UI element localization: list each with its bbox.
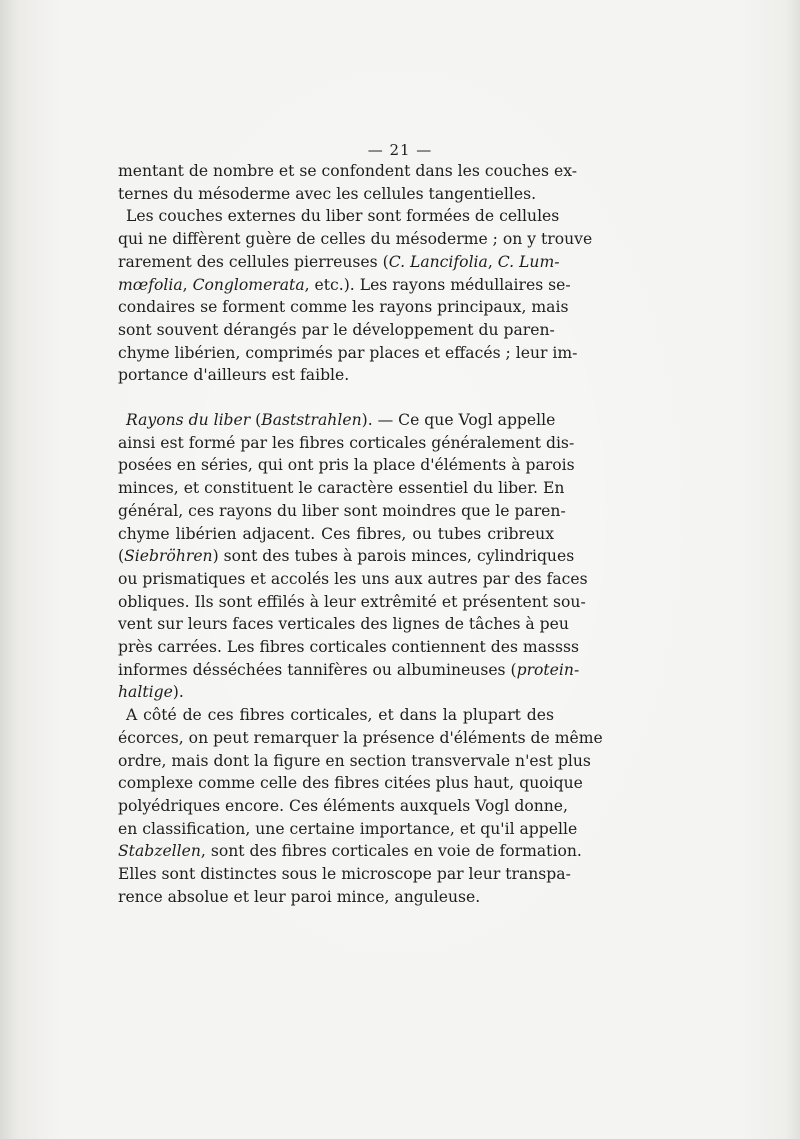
italic-term: Baststrahlen bbox=[261, 411, 362, 430]
text-line: ou prismatiques et accolés les uns aux autres par des faces bbox=[118, 569, 588, 588]
text-line: ainsi est formé par les fibres corticales généralement dis- bbox=[118, 433, 575, 452]
text-line: A côté de ces fibres corticales, et dans la plupart des bbox=[126, 706, 554, 725]
paragraph-3 bbox=[118, 409, 588, 704]
text-line: obliques. Ils sont effilés à leur extrêmité et présentent sou- bbox=[118, 592, 586, 611]
italic-term: C. Lancifolia bbox=[388, 252, 488, 271]
text-line: ordre, mais dont la figure en section transvervale n'est plus bbox=[118, 751, 591, 770]
text-line: portance d'ailleurs est faible. bbox=[118, 366, 350, 385]
italic-term: C. Lum- bbox=[497, 252, 560, 271]
text-line: Les couches externes du liber sont formées de cellules bbox=[126, 207, 560, 226]
text-line: haltige). bbox=[118, 683, 184, 702]
italic-term: Siebröhren bbox=[124, 547, 213, 566]
italic-term: Conglomerata bbox=[192, 275, 305, 294]
text-line: près carrées. Les fibres corticales contiennent des massss bbox=[118, 638, 580, 657]
paragraph-2 bbox=[118, 205, 593, 387]
text-line: condaires se forment comme les rayons principaux, mais bbox=[118, 298, 569, 317]
text-line: rence absolue et leur paroi mince, anguleuse. bbox=[118, 887, 481, 906]
text-line: chyme libérien, comprimés par places et effacés ; leur im- bbox=[118, 343, 578, 362]
text-line: Stabzellen, sont des fibres corticales en voie de formation. bbox=[118, 842, 582, 861]
text-line: complexe comme celle des fibres citées plus haut, quoique bbox=[118, 774, 583, 793]
text-line: posées en séries, qui ont pris la place d'éléments à parois bbox=[118, 456, 575, 475]
italic-term: haltige bbox=[118, 683, 173, 702]
text-line: (Siebröhren) sont des tubes à parois minces, cylindriques bbox=[118, 547, 575, 566]
text-line: ternes du mésoderme avec les cellules tangentielles. bbox=[118, 184, 537, 203]
text-line: en classification, une certaine importance, et qu'il appelle bbox=[118, 819, 578, 838]
text-line: mentant de nombre et se confondent dans les couches ex- bbox=[118, 162, 577, 180]
body-text bbox=[118, 160, 603, 909]
text-line: Elles sont distinctes sous le microscope par leur transpa- bbox=[118, 865, 571, 884]
paragraph-4 bbox=[118, 704, 603, 908]
text-line: polyédriques encore. Ces éléments auxquels Vogl donne, bbox=[118, 796, 568, 815]
text-line: général, ces rayons du liber sont moindres que le paren- bbox=[118, 501, 566, 520]
italic-term: Rayons du liber bbox=[126, 411, 251, 430]
paragraph-1 bbox=[118, 160, 577, 205]
italic-term: Stabzellen bbox=[118, 842, 201, 861]
page-number: — 21 — bbox=[367, 141, 433, 159]
text-line: informes désséchées tannifères ou albumineuses (protein- bbox=[118, 660, 580, 679]
text-line: mœfolia, Conglomerata, etc.). Les rayons médullaires se- bbox=[118, 275, 571, 294]
text-line: Rayons du liber (Baststrahlen). — Ce que Vogl appelle bbox=[126, 411, 556, 430]
italic-term: mœfolia bbox=[118, 275, 183, 294]
text-line: sont souvent dérangés par le développement du paren- bbox=[118, 320, 555, 339]
text-line: minces, et constituent le caractère essentiel du liber. En bbox=[118, 479, 565, 498]
italic-term: protein- bbox=[516, 660, 580, 679]
text-line: chyme libérien adjacent. Ces fibres, ou tubes cribreux bbox=[118, 524, 554, 543]
text-line: vent sur leurs faces verticales des lignes de tâches à peu bbox=[118, 615, 569, 634]
text-line: écorces, on peut remarquer la présence d'éléments de même bbox=[118, 728, 603, 747]
text-line: qui ne diffèrent guère de celles du mésoderme ; on y trouve bbox=[118, 230, 593, 249]
text-line: rarement des cellules pierreuses (C. Lancifolia, C. Lum- bbox=[118, 252, 560, 271]
